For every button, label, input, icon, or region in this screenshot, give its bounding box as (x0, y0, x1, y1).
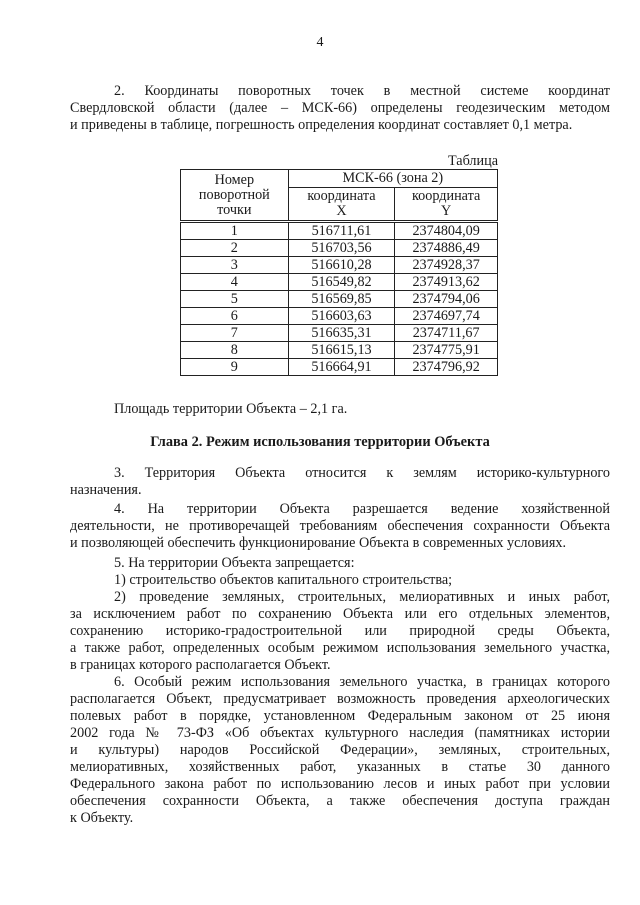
point-number-cell: 4 (181, 274, 289, 291)
table-row (181, 291, 498, 308)
chapter-title: Глава 2. Режим использования территории Объекта (150, 434, 490, 450)
text-line: и приведены в таблице, погрешность определения координат составляет 0,1 метра. (70, 117, 573, 133)
text-line: мелиоративных, хозяйственных работ, указанных в статье 30 данного (70, 759, 610, 775)
header-point-number: Номер поворотной точки (181, 170, 289, 222)
x-cell: 516615,13 (288, 342, 395, 359)
paragraph-2 (70, 83, 610, 134)
table-row (181, 222, 498, 240)
table-row (181, 240, 498, 257)
text-line: 3. Территория Объекта относится к землям историко-культурного (114, 465, 610, 481)
text-line: 4. На территории Объекта разрешается ведение хозяйственной (114, 501, 610, 517)
text-line: а также работ, определенных особым режимом использования земельного участка, (70, 640, 610, 656)
table-row (181, 342, 498, 359)
y-cell: 2374913,62 (395, 274, 498, 291)
point-number-cell: 6 (181, 308, 289, 325)
header-coordinate-x: координата X (288, 188, 395, 222)
y-cell: 2374794,06 (395, 291, 498, 308)
x-cell: 516610,28 (288, 257, 395, 274)
table-row (181, 359, 498, 376)
y-cell: 2374886,49 (395, 240, 498, 257)
table-row (181, 325, 498, 342)
area-text: Площадь территории Объекта – 2,1 га. (114, 401, 348, 417)
paragraph-6 (70, 674, 610, 827)
point-number-cell: 3 (181, 257, 289, 274)
x-cell: 516664,91 (288, 359, 395, 376)
point-number-cell: 2 (181, 240, 289, 257)
table-row (181, 257, 498, 274)
list-item: 2) проведение земляных, строительных, мелиоративных и иных работ, (114, 589, 610, 605)
point-number-cell: 5 (181, 291, 289, 308)
x-cell: 516549,82 (288, 274, 395, 291)
header-coordinate-y: координата Y (395, 188, 498, 222)
text-line: в границах которого располагается Объект. (70, 657, 331, 673)
table-caption: Таблица (447, 153, 498, 169)
x-cell: 516603,63 (288, 308, 395, 325)
point-number-cell: 9 (181, 359, 289, 376)
text-line: деятельности, не противоречащей требованиям обеспечения сохранности Объекта (70, 518, 610, 534)
point-number-cell: 8 (181, 342, 289, 359)
header-coordinate-system: МСК-66 (зона 2) (288, 170, 497, 188)
y-cell: 2374711,67 (395, 325, 498, 342)
x-cell: 516703,56 (288, 240, 395, 257)
point-number-cell: 7 (181, 325, 289, 342)
paragraph-3 (70, 465, 610, 499)
y-cell: 2374775,91 (395, 342, 498, 359)
text-line: Свердловской области (далее – МСК-66) определены геодезическим методом (70, 100, 610, 116)
text-line: обеспечения сохранности Объекта, а также обеспечения доступа граждан (70, 793, 610, 809)
text-line: располагается Объект, предусматривает возможность проведения археологических (70, 691, 610, 707)
text-line: Федерального закона работ по использованию лесов и иных работ при условии (70, 776, 610, 792)
y-cell: 2374804,09 (395, 222, 498, 240)
y-cell: 2374697,74 (395, 308, 498, 325)
y-cell: 2374796,92 (395, 359, 498, 376)
text-line: назначения. (70, 482, 142, 498)
table-row (181, 274, 498, 291)
text-line: за исключением работ по сохранению Объекта или его отдельных элементов, (70, 606, 610, 622)
text-line: к Объекту. (70, 810, 134, 826)
coordinates-table (180, 169, 498, 376)
text-line: 6. Особый режим использования земельного участка, в границах которого (114, 674, 610, 690)
text-line: полевых работ в порядке, установленном Федеральным законом от 25 июня (70, 708, 610, 724)
paragraph-5 (70, 555, 610, 674)
text-line: и культуры) народов Российской Федерации», земляных, строительных, (70, 742, 610, 758)
text-line: 5. На территории Объекта запрещается: (114, 555, 355, 571)
x-cell: 516711,61 (288, 222, 395, 240)
x-cell: 516635,31 (288, 325, 395, 342)
x-cell: 516569,85 (288, 291, 395, 308)
text-line: и позволяющей обеспечить функционирование Объекта в современных условиях. (70, 535, 567, 551)
text-line: 2002 года № 73-ФЗ «Об объектах культурного наследия (памятниках истории (70, 725, 610, 741)
y-cell: 2374928,37 (395, 257, 498, 274)
point-number-cell: 1 (181, 222, 289, 240)
table-row (181, 308, 498, 325)
list-item: 1) строительство объектов капитального строительства; (114, 572, 453, 588)
page-number: 4 (316, 35, 324, 50)
text-line: 2. Координаты поворотных точек в местной системе координат (114, 83, 610, 99)
text-line: сохранению историко-градостроительной или природной среды Объекта, (70, 623, 610, 639)
paragraph-4 (70, 501, 610, 552)
